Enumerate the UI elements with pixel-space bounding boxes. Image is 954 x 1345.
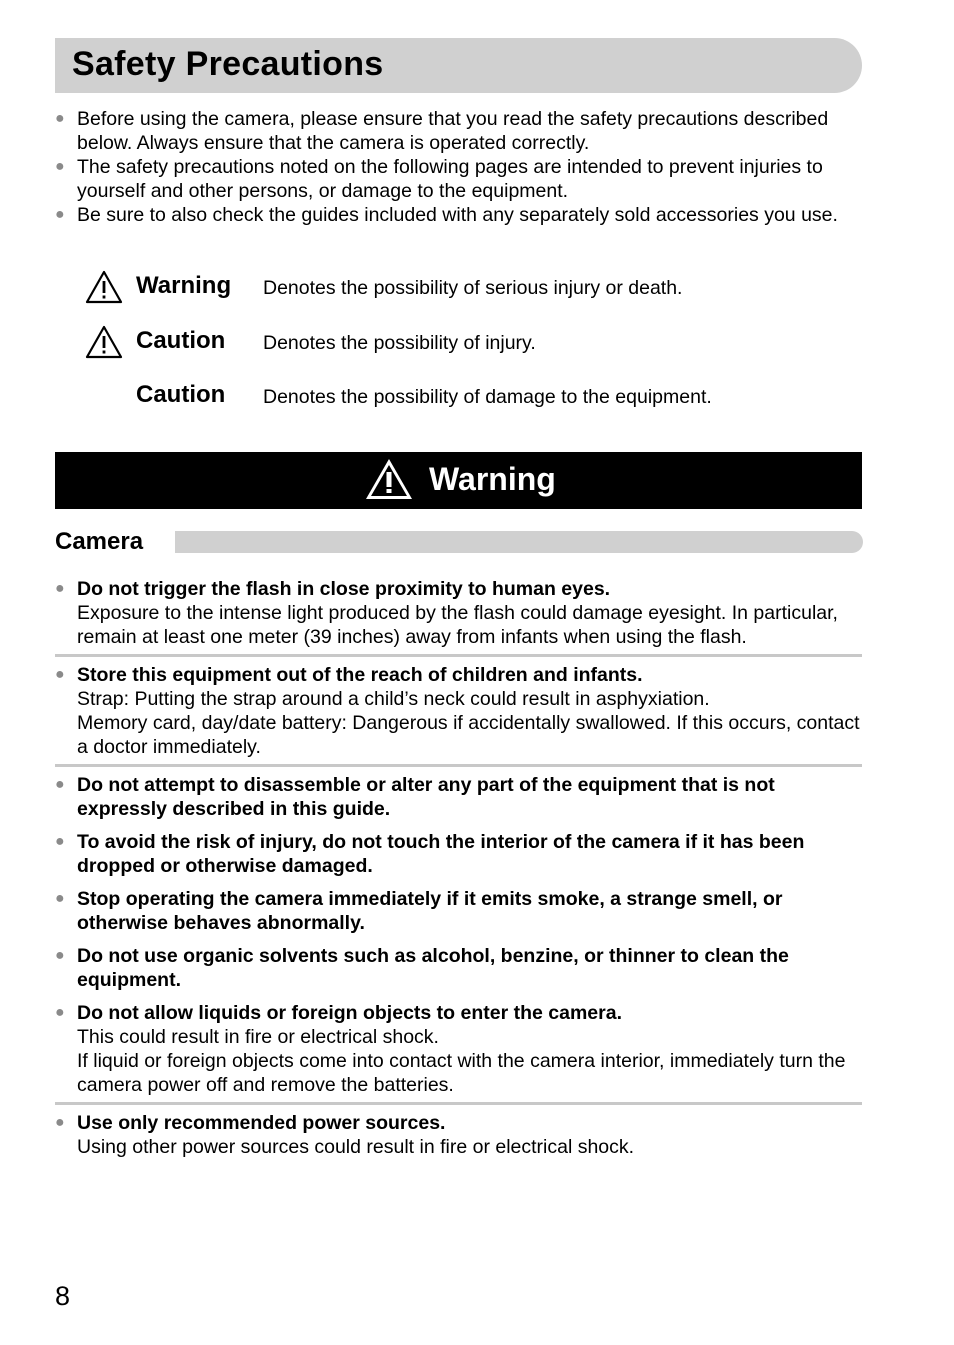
- list-item: [55, 1111, 862, 1159]
- warning-banner: [55, 452, 862, 509]
- bullet-icon: ●: [55, 580, 65, 597]
- item-detail: Using other power sources could result in fire or electrical shock.: [77, 1136, 635, 1158]
- list-item: [55, 773, 862, 821]
- item-title: Stop operating the camera immediately if it emits smoke, a strange smell, or otherwise behaves abnormally.: [77, 888, 783, 934]
- list-item: [55, 577, 862, 649]
- bullet-icon: ●: [55, 110, 65, 127]
- bullet-icon: ●: [55, 158, 65, 175]
- item-title: Use only recommended power sources.: [77, 1112, 446, 1134]
- bullet-icon: ●: [55, 1114, 65, 1131]
- bullet-icon: ●: [55, 1004, 65, 1021]
- legend-warning: [85, 270, 865, 310]
- list-item: [55, 663, 862, 759]
- banner-title: Warning: [429, 461, 556, 497]
- bullet-icon: ●: [55, 833, 65, 850]
- list-item: [55, 830, 862, 878]
- bullet-icon: ●: [55, 776, 65, 793]
- intro-item: [55, 107, 867, 155]
- item-title: Do not use organic solvents such as alcohol, benzine, or thinner to clean the equipment.: [77, 945, 789, 991]
- item-title: Do not trigger the flash in close proximity to human eyes.: [77, 578, 611, 600]
- legend-description: Denotes the possibility of serious injury or death.: [263, 277, 683, 299]
- bullet-icon: ●: [55, 206, 65, 223]
- legend-label: Warning: [136, 272, 232, 299]
- item-detail: Exposure to the intense light produced by the flash could damage eyesight. In particular, remain at least one meter (39 inches) away from infants when using the flash.: [77, 602, 838, 648]
- item-divider: [55, 654, 862, 657]
- legend-description: Denotes the possibility of injury.: [263, 332, 536, 354]
- item-title: Do not attempt to disassemble or alter any part of the equipment that is not expressly described in this guide.: [77, 774, 775, 820]
- list-item: [55, 1001, 862, 1097]
- section-heading: Camera: [55, 528, 144, 555]
- bullet-icon: ●: [55, 666, 65, 683]
- section-heading-bar: [175, 531, 863, 553]
- item-detail: This could result in fire or electrical shock.: [77, 1026, 439, 1048]
- legend-label: Caution: [136, 381, 226, 408]
- page-title: Safety Precautions: [72, 45, 384, 83]
- legend-label: Caution: [136, 327, 226, 354]
- intro-text: Before using the camera, please ensure that you read the safety precautions described below. Always ensure that the camera is operated correctly.: [77, 108, 829, 154]
- intro-item: [55, 203, 867, 227]
- item-detail: Memory card, day/date battery: Dangerous if accidentally swallowed. If this occurs, contact a doctor immediately.: [77, 712, 860, 758]
- page-title-bar: [55, 38, 862, 93]
- item-title: Do not allow liquids or foreign objects to enter the camera.: [77, 1002, 622, 1024]
- warning-items-list: [55, 577, 862, 1159]
- warning-triangle-icon: [364, 457, 414, 501]
- bullet-icon: ●: [55, 947, 65, 964]
- item-divider: [55, 764, 862, 767]
- item-divider: [55, 1102, 862, 1105]
- item-title: To avoid the risk of injury, do not touch the interior of the camera if it has been dropped or otherwise damaged.: [77, 831, 805, 877]
- warning-triangle-icon: [85, 270, 123, 304]
- list-item: [55, 944, 862, 992]
- item-detail: Strap: Putting the strap around a child’s neck could result in asphyxiation.: [77, 688, 710, 710]
- legend-caution-equipment: [85, 379, 865, 419]
- list-item: [55, 887, 862, 935]
- item-detail: If liquid or foreign objects come into contact with the camera interior, immediately turn the camera power off and remove the batteries.: [77, 1050, 846, 1096]
- intro-text: Be sure to also check the guides included with any separately sold accessories you use.: [77, 204, 838, 226]
- legend-description: Denotes the possibility of damage to the equipment.: [263, 386, 712, 408]
- intro-list: [55, 107, 867, 227]
- legend-caution-injury: [85, 325, 865, 365]
- item-title: Store this equipment out of the reach of children and infants.: [77, 664, 643, 686]
- intro-item: [55, 155, 867, 203]
- warning-triangle-icon: [85, 325, 123, 359]
- bullet-icon: ●: [55, 890, 65, 907]
- intro-text: The safety precautions noted on the following pages are intended to prevent injuries to yourself and other persons, or damage to the equipment.: [77, 156, 823, 202]
- page-number: 8: [55, 1281, 71, 1311]
